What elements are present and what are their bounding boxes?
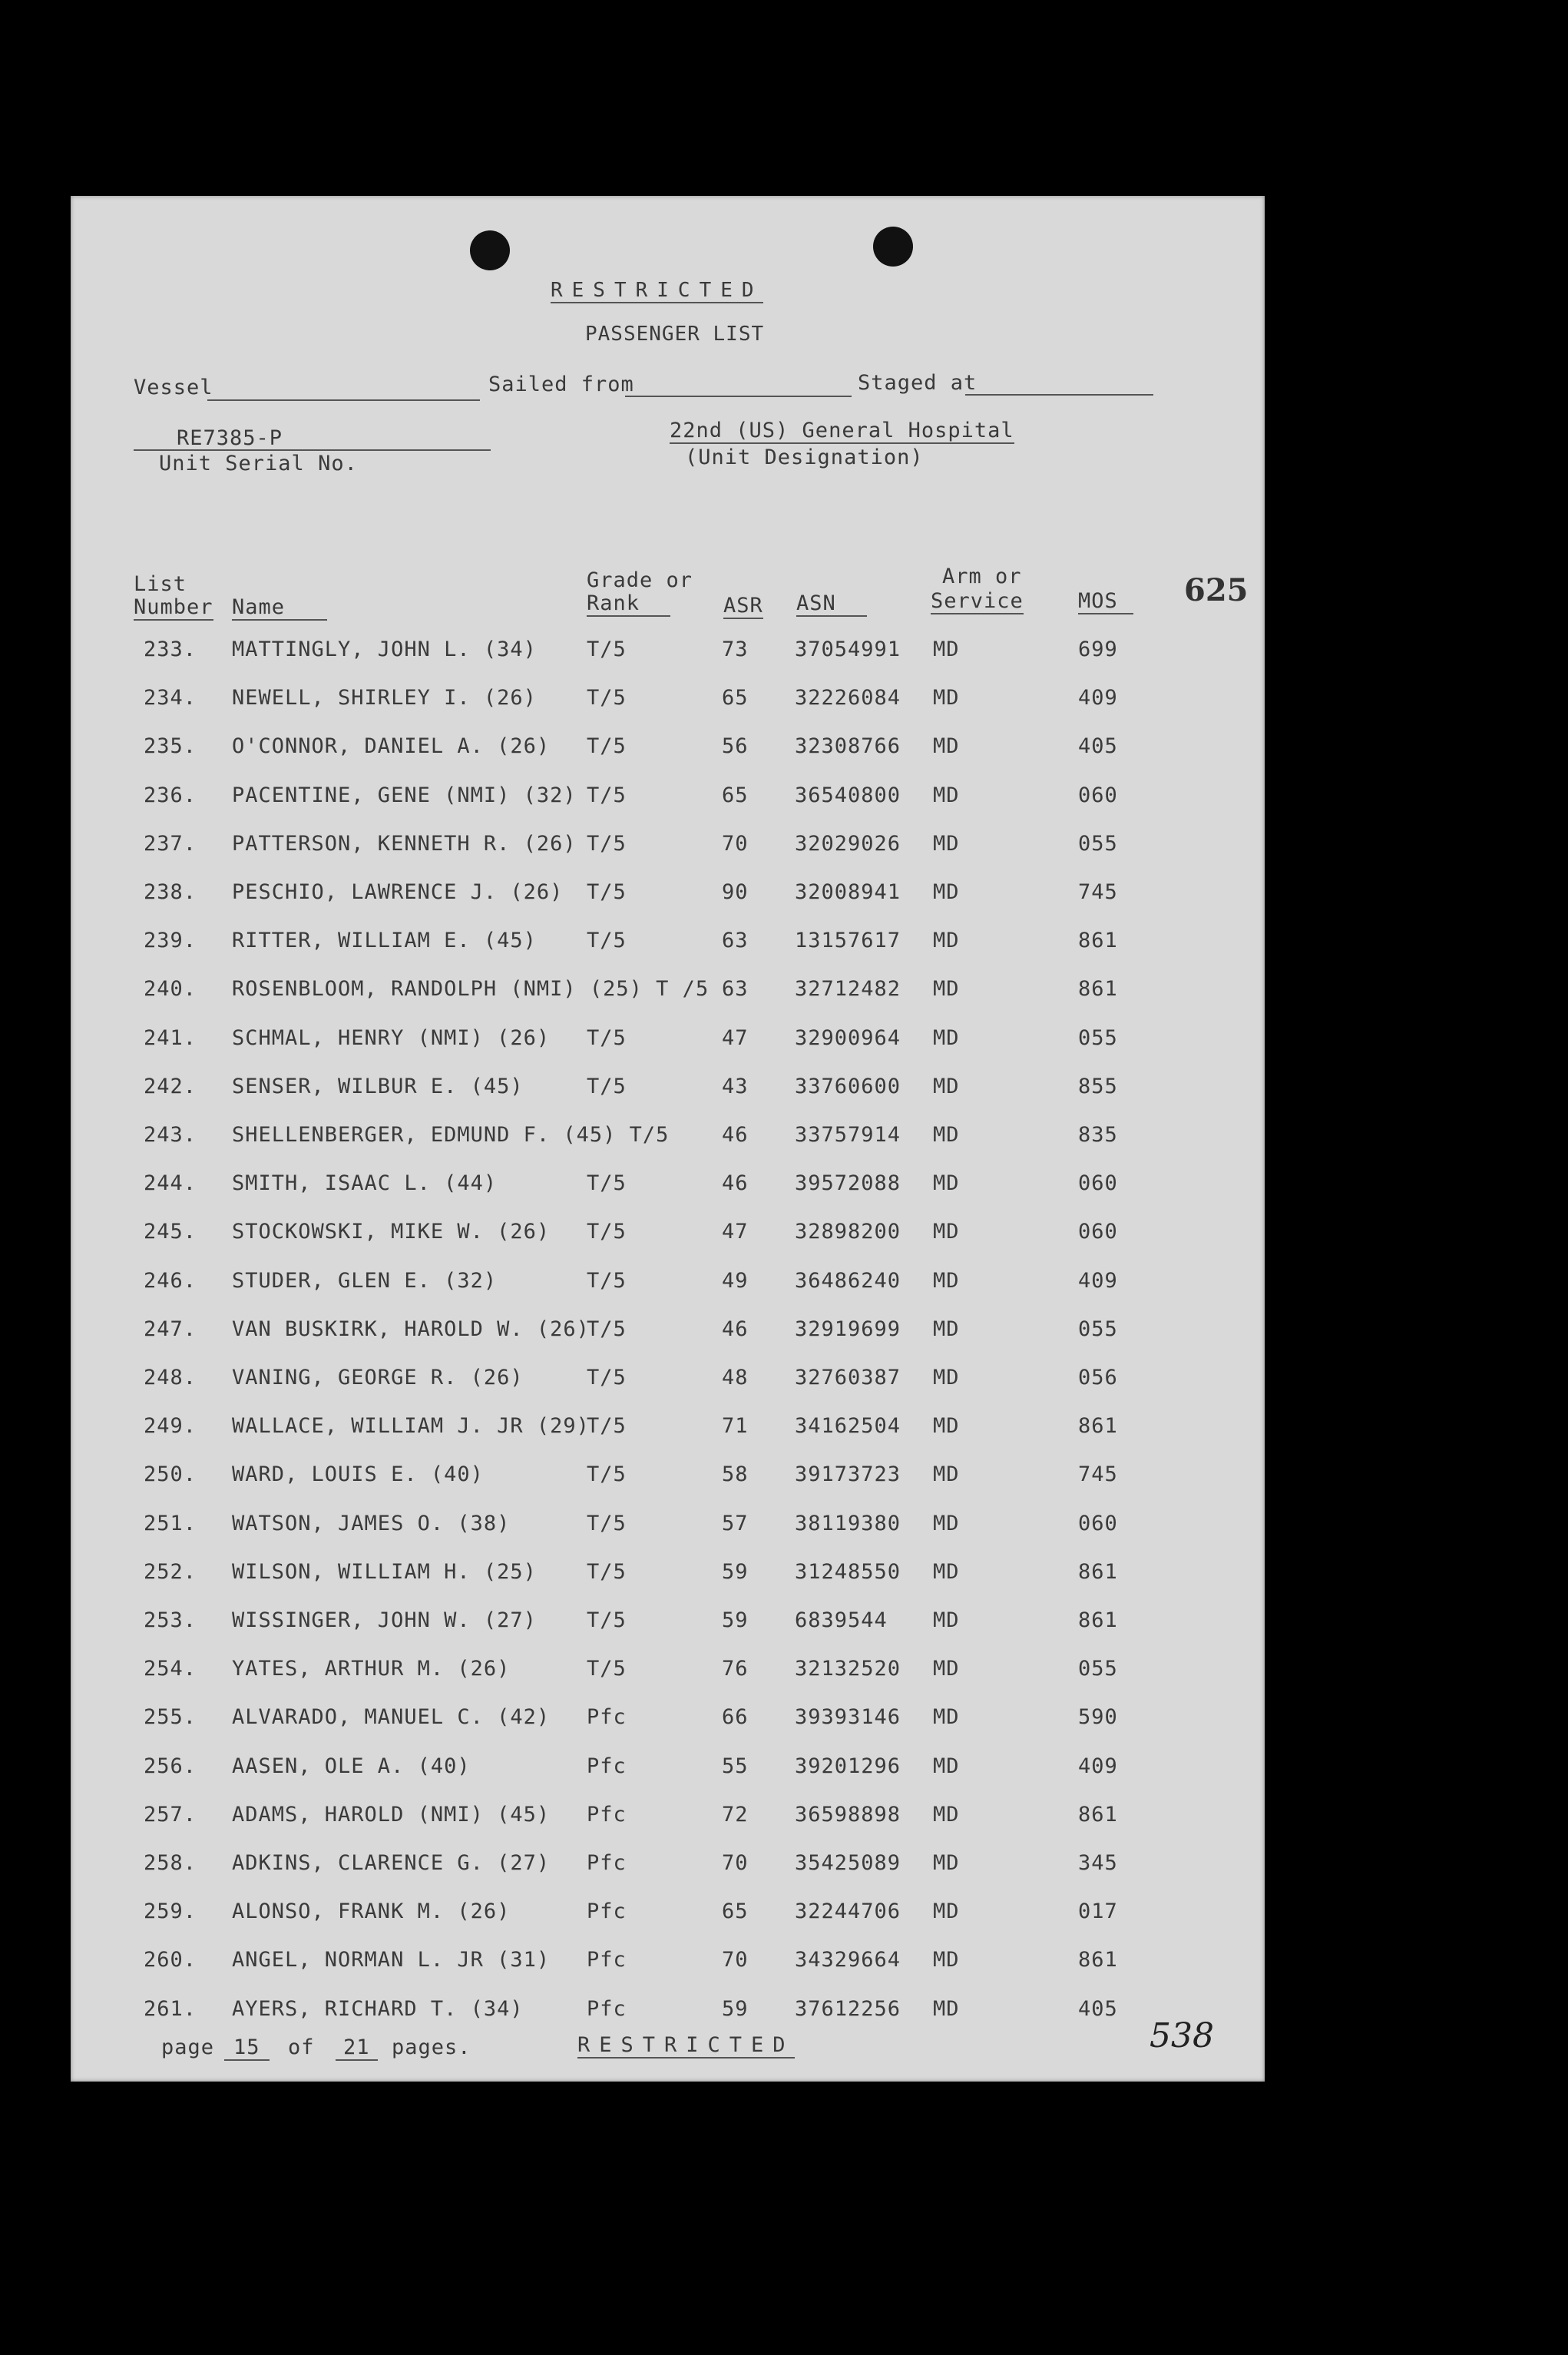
grade-rank: T/5	[587, 783, 627, 807]
grade-rank: T/5	[587, 1462, 627, 1487]
army-serial-number: 39201296	[795, 1754, 901, 1778]
passenger-name: ANGEL, NORMAN L. JR (31)	[232, 1948, 551, 1972]
table-row	[71, 1317, 1265, 1363]
list-number: 239.	[144, 929, 197, 953]
unit-serial-line	[134, 449, 491, 451]
table-row	[71, 1414, 1265, 1460]
grade-rank: T/5	[587, 880, 627, 904]
grade-rank: T/5	[587, 1317, 627, 1341]
table-row	[71, 1123, 1265, 1169]
table-row	[71, 832, 1265, 878]
passenger-name: WARD, LOUIS E. (40)	[232, 1462, 484, 1487]
passenger-name: AASEN, OLE A. (40)	[232, 1754, 471, 1778]
table-row	[71, 1026, 1265, 1072]
passenger-name: AYERS, RICHARD T. (34)	[232, 1996, 524, 2021]
army-serial-number: 32712482	[795, 977, 901, 1002]
passenger-name: WISSINGER, JOHN W. (27)	[232, 1608, 537, 1632]
passenger-name: YATES, ARTHUR M. (26)	[232, 1657, 511, 1681]
list-number: 249.	[144, 1414, 197, 1439]
asr-score: 71	[722, 1414, 749, 1439]
arm-service: MD	[933, 929, 960, 953]
asr-score: 66	[722, 1705, 749, 1730]
passenger-name: ADKINS, CLARENCE G. (27)	[232, 1851, 551, 1875]
army-serial-number: 39173723	[795, 1462, 901, 1487]
grade-rank: T/5	[587, 1608, 627, 1632]
grade-rank: Pfc	[587, 1996, 627, 2021]
army-serial-number: 6839544	[795, 1608, 888, 1632]
mos-code: 345	[1078, 1851, 1118, 1875]
list-number: 258.	[144, 1851, 197, 1875]
grade-rank: T/5	[587, 1220, 627, 1244]
mos-code: 405	[1078, 1996, 1118, 2021]
grade-rank: T/5	[587, 1414, 627, 1439]
army-serial-number: 32308766	[795, 734, 901, 759]
grade-rank: Pfc	[587, 1802, 627, 1827]
sailed-from-blank	[625, 396, 852, 397]
army-serial-number: 34162504	[795, 1414, 901, 1439]
army-serial-number: 32008941	[795, 880, 901, 904]
arm-service: MD	[933, 1802, 960, 1827]
col-grade-line2: Rank	[587, 591, 670, 617]
grade-rank: T/5	[587, 831, 627, 856]
asr-score: 63	[722, 929, 749, 953]
list-number: 234.	[144, 686, 197, 710]
mos-code: 861	[1078, 1948, 1118, 1972]
army-serial-number: 33757914	[795, 1123, 901, 1147]
list-number: 238.	[144, 880, 197, 904]
table-row	[71, 1075, 1265, 1121]
list-number: 245.	[144, 1220, 197, 1244]
table-row	[71, 1754, 1265, 1800]
grade-rank: Pfc	[587, 1754, 627, 1778]
classification-header: RESTRICTED	[551, 279, 763, 302]
arm-service: MD	[933, 1366, 960, 1389]
arm-service: MD	[933, 1414, 960, 1439]
passenger-name: MATTINGLY, JOHN L. (34)	[232, 638, 537, 661]
list-number: 242.	[144, 1074, 197, 1098]
list-number: 256.	[144, 1754, 197, 1778]
list-number: 260.	[144, 1948, 197, 1972]
grade-rank: T/5	[587, 686, 627, 710]
table-row	[71, 1900, 1265, 1946]
list-number: 251.	[144, 1511, 197, 1535]
table-row	[71, 1608, 1265, 1654]
mos-code: 745	[1078, 880, 1118, 904]
col-asr: ASR	[723, 594, 763, 618]
table-row	[71, 1560, 1265, 1606]
table-row	[71, 1366, 1265, 1412]
document-title: PASSENGER LIST	[585, 323, 765, 346]
arm-service: MD	[933, 1900, 960, 1924]
asr-score: 70	[722, 1851, 749, 1875]
unit-serial-value: RE7385-P	[177, 426, 283, 450]
grade-rank: T/5	[587, 1025, 627, 1050]
arm-service: MD	[933, 1074, 960, 1098]
unit-serial-label: Unit Serial No.	[159, 452, 358, 475]
asr-score: 55	[722, 1754, 749, 1778]
passenger-name: VANING, GEORGE R. (26)	[232, 1366, 524, 1389]
passenger-name: ROSENBLOOM, RANDOLPH (NMI) (25) T /5	[232, 977, 710, 1002]
army-serial-number: 31248550	[795, 1559, 901, 1584]
pages-label: pages.	[392, 2035, 471, 2059]
passenger-name: PACENTINE, GENE (NMI) (32)	[232, 783, 577, 807]
mos-code: 861	[1078, 1559, 1118, 1584]
table-row	[71, 1948, 1265, 1994]
passenger-list-page	[71, 196, 1265, 2082]
list-number: 247.	[144, 1317, 197, 1341]
arm-service: MD	[933, 1462, 960, 1487]
list-number: 236.	[144, 783, 197, 807]
army-serial-number: 32244706	[795, 1900, 901, 1924]
mos-code: 405	[1078, 734, 1118, 759]
table-row	[71, 1512, 1265, 1558]
arm-service: MD	[933, 1220, 960, 1244]
page-stamp-number: 625	[1184, 572, 1249, 608]
list-number: 250.	[144, 1462, 197, 1487]
mos-code: 055	[1078, 1657, 1118, 1681]
table-row	[71, 734, 1265, 780]
asr-score: 65	[722, 783, 749, 807]
col-list-number-line1: List	[134, 572, 187, 596]
passenger-name: WATSON, JAMES O. (38)	[232, 1511, 511, 1535]
arm-service: MD	[933, 686, 960, 710]
vessel-blank	[207, 399, 480, 401]
passenger-name: SMITH, ISAAC L. (44)	[232, 1171, 498, 1196]
mos-code: 409	[1078, 1268, 1118, 1293]
passenger-name: SHELLENBERGER, EDMUND F. (45) T/5	[232, 1123, 670, 1147]
punch-hole-right	[873, 227, 913, 267]
mos-code: 055	[1078, 1025, 1118, 1050]
unit-designation-value: 22nd (US) General Hospital	[670, 419, 1014, 442]
asr-score: 65	[722, 1900, 749, 1924]
asr-score: 72	[722, 1802, 749, 1827]
asr-score: 47	[722, 1220, 749, 1244]
table-row	[71, 1657, 1265, 1703]
table-row	[71, 638, 1265, 684]
list-number: 259.	[144, 1900, 197, 1924]
arm-service: MD	[933, 1317, 960, 1341]
list-number: 255.	[144, 1705, 197, 1730]
table-row	[71, 1851, 1265, 1897]
grade-rank: T/5	[587, 1511, 627, 1535]
army-serial-number: 32919699	[795, 1317, 901, 1341]
passenger-name: WILSON, WILLIAM H. (25)	[232, 1559, 537, 1584]
passenger-name: ALONSO, FRANK M. (26)	[232, 1900, 511, 1924]
asr-score: 43	[722, 1074, 749, 1098]
passenger-name: PESCHIO, LAWRENCE J. (26)	[232, 880, 564, 904]
passenger-name: RITTER, WILLIAM E. (45)	[232, 929, 537, 953]
list-number: 240.	[144, 977, 197, 1002]
grade-rank: T/5	[587, 1366, 627, 1389]
arm-service: MD	[933, 1123, 960, 1147]
asr-score: 59	[722, 1559, 749, 1584]
list-number: 241.	[144, 1025, 197, 1050]
grade-rank: T/5	[587, 1074, 627, 1098]
arm-service: MD	[933, 1511, 960, 1535]
punch-hole-left	[470, 230, 510, 270]
table-row	[71, 686, 1265, 732]
passenger-name: O'CONNOR, DANIEL A. (26)	[232, 734, 551, 759]
army-serial-number: 32760387	[795, 1366, 901, 1389]
arm-service: MD	[933, 1025, 960, 1050]
grade-rank: T/5	[587, 929, 627, 953]
asr-score: 46	[722, 1171, 749, 1196]
col-list-number-line2: Number	[134, 595, 213, 619]
arm-service: MD	[933, 831, 960, 856]
asr-score: 70	[722, 831, 749, 856]
grade-rank: T/5	[587, 1268, 627, 1293]
table-row	[71, 929, 1265, 975]
classification-footer: RESTRICTED	[577, 2033, 795, 2057]
list-number: 244.	[144, 1171, 197, 1196]
staged-at-blank	[965, 394, 1153, 396]
list-number: 237.	[144, 831, 197, 856]
list-number: 252.	[144, 1559, 197, 1584]
of-label: of	[288, 2035, 315, 2059]
mos-code: 055	[1078, 1317, 1118, 1341]
page-number: 15	[224, 2035, 270, 2061]
arm-service: MD	[933, 1851, 960, 1875]
mos-code: 861	[1078, 1802, 1118, 1827]
passenger-name: STOCKOWSKI, MIKE W. (26)	[232, 1220, 551, 1244]
asr-score: 90	[722, 880, 749, 904]
mos-code: 056	[1078, 1366, 1118, 1389]
army-serial-number: 32900964	[795, 1025, 901, 1050]
passenger-name: PATTERSON, KENNETH R. (26)	[232, 831, 577, 856]
page-label: page	[161, 2035, 215, 2059]
mos-code: 861	[1078, 929, 1118, 953]
staged-at-label: Staged at	[858, 371, 978, 395]
grade-rank: Pfc	[587, 1705, 627, 1730]
asr-score: 48	[722, 1366, 749, 1389]
army-serial-number: 32029026	[795, 831, 901, 856]
vessel-label: Vessel	[134, 376, 213, 399]
army-serial-number: 37612256	[795, 1996, 901, 2021]
passenger-name: WALLACE, WILLIAM J. JR (29)	[232, 1414, 590, 1439]
passenger-table	[71, 638, 1265, 2043]
arm-service: MD	[933, 1996, 960, 2021]
asr-score: 56	[722, 734, 749, 759]
asr-score: 58	[722, 1462, 749, 1487]
list-number: 248.	[144, 1366, 197, 1389]
table-row	[71, 1269, 1265, 1315]
asr-score: 65	[722, 686, 749, 710]
army-serial-number: 32132520	[795, 1657, 901, 1681]
grade-rank: Pfc	[587, 1900, 627, 1924]
grade-rank: T/5	[587, 1559, 627, 1584]
army-serial-number: 32898200	[795, 1220, 901, 1244]
grade-rank: Pfc	[587, 1948, 627, 1972]
army-serial-number: 32226084	[795, 686, 901, 710]
arm-service: MD	[933, 1608, 960, 1632]
asr-score: 47	[722, 1025, 749, 1050]
asr-score: 46	[722, 1317, 749, 1341]
table-row	[71, 977, 1265, 1023]
asr-score: 73	[722, 638, 749, 661]
mos-code: 017	[1078, 1900, 1118, 1924]
col-arm-line1: Arm or	[942, 565, 1022, 588]
total-pages: 21	[336, 2035, 378, 2061]
sailed-from-label: Sailed from	[488, 373, 634, 396]
arm-service: MD	[933, 1754, 960, 1778]
army-serial-number: 35425089	[795, 1851, 901, 1875]
list-number: 243.	[144, 1123, 197, 1147]
grade-rank: T/5	[587, 734, 627, 759]
mos-code: 861	[1078, 1414, 1118, 1439]
table-row	[71, 1462, 1265, 1509]
col-mos: MOS	[1078, 589, 1133, 614]
passenger-name: VAN BUSKIRK, HAROLD W. (26)	[232, 1317, 590, 1341]
grade-rank: T/5	[587, 1657, 627, 1681]
arm-service: MD	[933, 1705, 960, 1730]
asr-score: 70	[722, 1948, 749, 1972]
table-row	[71, 783, 1265, 830]
grade-rank: T/5	[587, 638, 627, 661]
list-number: 233.	[144, 638, 197, 661]
col-arm-line2: Service	[931, 589, 1024, 613]
army-serial-number: 33760600	[795, 1074, 901, 1098]
mos-code: 060	[1078, 783, 1118, 807]
table-row	[71, 1171, 1265, 1217]
list-number: 235.	[144, 734, 197, 759]
list-number: 253.	[144, 1608, 197, 1632]
arm-service: MD	[933, 1559, 960, 1584]
mos-code: 409	[1078, 686, 1118, 710]
mos-code: 055	[1078, 831, 1118, 856]
list-number: 257.	[144, 1802, 197, 1827]
arm-service: MD	[933, 977, 960, 1002]
mos-code: 060	[1078, 1220, 1118, 1244]
arm-service: MD	[933, 783, 960, 807]
asr-score: 46	[722, 1123, 749, 1147]
mos-code: 861	[1078, 1608, 1118, 1632]
passenger-name: STUDER, GLEN E. (32)	[232, 1268, 498, 1293]
handwritten-page-number: 538	[1150, 2016, 1214, 2055]
army-serial-number: 13157617	[795, 929, 901, 953]
col-name: Name	[232, 595, 327, 621]
unit-designation-label: (Unit Designation)	[685, 445, 924, 469]
arm-service: MD	[933, 638, 960, 661]
arm-service: MD	[933, 734, 960, 759]
mos-code: 590	[1078, 1705, 1118, 1730]
mos-code: 060	[1078, 1511, 1118, 1535]
army-serial-number: 39572088	[795, 1171, 901, 1196]
grade-rank: T/5	[587, 1171, 627, 1196]
mos-code: 835	[1078, 1123, 1118, 1147]
asr-score: 76	[722, 1657, 749, 1681]
mos-code: 699	[1078, 638, 1118, 661]
army-serial-number: 38119380	[795, 1511, 901, 1535]
passenger-name: NEWELL, SHIRLEY I. (26)	[232, 686, 537, 710]
asr-score: 59	[722, 1996, 749, 2021]
list-number: 254.	[144, 1657, 197, 1681]
asr-score: 63	[722, 977, 749, 1002]
passenger-name: ALVARADO, MANUEL C. (42)	[232, 1705, 551, 1730]
army-serial-number: 36540800	[795, 783, 901, 807]
army-serial-number: 37054991	[795, 638, 901, 661]
army-serial-number: 39393146	[795, 1705, 901, 1730]
army-serial-number: 36486240	[795, 1268, 901, 1293]
mos-code: 855	[1078, 1074, 1118, 1098]
arm-service: MD	[933, 1268, 960, 1293]
passenger-name: ADAMS, HAROLD (NMI) (45)	[232, 1802, 551, 1827]
mos-code: 060	[1078, 1171, 1118, 1196]
passenger-name: SCHMAL, HENRY (NMI) (26)	[232, 1025, 551, 1050]
mos-code: 745	[1078, 1462, 1118, 1487]
table-row	[71, 1803, 1265, 1849]
asr-score: 57	[722, 1511, 749, 1535]
arm-service: MD	[933, 880, 960, 904]
table-row	[71, 880, 1265, 926]
list-number: 246.	[144, 1268, 197, 1293]
asr-score: 49	[722, 1268, 749, 1293]
army-serial-number: 34329664	[795, 1948, 901, 1972]
col-grade-line1: Grade or	[587, 568, 693, 592]
mos-code: 861	[1078, 977, 1118, 1002]
asr-score: 59	[722, 1608, 749, 1632]
arm-service: MD	[933, 1657, 960, 1681]
table-row	[71, 1220, 1265, 1266]
arm-service: MD	[933, 1948, 960, 1972]
arm-service: MD	[933, 1171, 960, 1196]
passenger-name: SENSER, WILBUR E. (45)	[232, 1074, 524, 1098]
col-asn: ASN	[796, 591, 867, 617]
table-row	[71, 1705, 1265, 1751]
grade-rank: Pfc	[587, 1851, 627, 1875]
army-serial-number: 36598898	[795, 1802, 901, 1827]
list-number: 261.	[144, 1996, 197, 2021]
mos-code: 409	[1078, 1754, 1118, 1778]
